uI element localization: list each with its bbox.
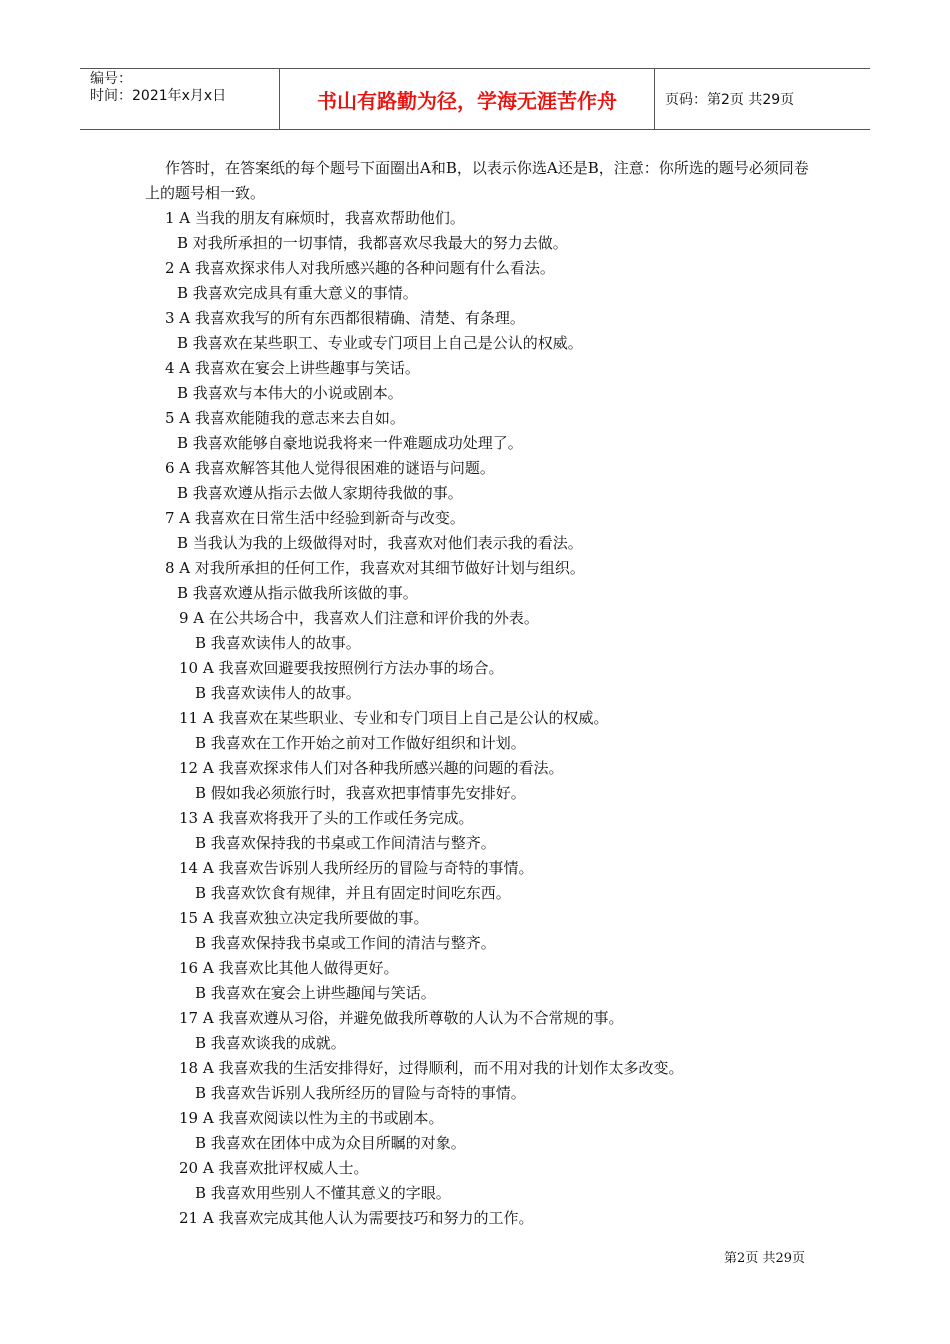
question-option-a: 4 A 我喜欢在宴会上讲些趣事与笑话。 <box>165 359 420 377</box>
question-option-a: 7 A 我喜欢在日常生活中经验到新奇与改变。 <box>165 509 465 527</box>
question-list <box>145 206 815 1231</box>
question-option-b: B 我喜欢在某些职工、专业或专门项目上自己是公认的权威。 <box>177 334 583 352</box>
question-option-a: 12 A 我喜欢探求伟人们对各种我所感兴趣的问题的看法。 <box>179 759 564 777</box>
header-page-info: 页码：第2页 共29页 <box>665 92 795 108</box>
question-option-b: B 我喜欢遵从指示做我所该做的事。 <box>177 584 418 602</box>
question-option-b: B 对我所承担的一切事情，我都喜欢尽我最大的努力去做。 <box>177 234 568 252</box>
question-option-b: B 我喜欢能够自豪地说我将来一件难题成功处理了。 <box>177 434 523 452</box>
question-option-a: 2 A 我喜欢探求伟人对我所感兴趣的各种问题有什么看法。 <box>165 259 555 277</box>
question-option-b: B 我喜欢保持我书桌或工作间的清洁与整齐。 <box>195 934 496 952</box>
question-option-b: B 我喜欢完成具有重大意义的事情。 <box>177 284 418 302</box>
question-option-a: 6 A 我喜欢解答其他人觉得很困难的谜语与问题。 <box>165 459 495 477</box>
question-option-b: B 我喜欢饮食有规律，并且有固定时间吃东西。 <box>195 884 511 902</box>
question-option-b: B 我喜欢读伟人的故事。 <box>195 684 361 702</box>
question-option-b: B 我喜欢在工作开始之前对工作做好组织和计划。 <box>195 734 526 752</box>
question-option-b: B 我喜欢读伟人的故事。 <box>195 634 361 652</box>
page-header <box>80 68 870 130</box>
question-option-a: 19 A 我喜欢阅读以性为主的书或剧本。 <box>179 1109 444 1127</box>
time-label: 时间：2021年x月x日 <box>90 88 227 104</box>
question-option-b: B 我喜欢在宴会上讲些趣闻与笑话。 <box>195 984 436 1002</box>
question-option-a: 21 A 我喜欢完成其他人认为需要技巧和努力的工作。 <box>179 1209 534 1227</box>
question-option-a: 17 A 我喜欢遵从习俗，并避免做我所尊敬的人认为不合常规的事。 <box>179 1009 624 1027</box>
question-option-b: B 当我认为我的上级做得对时，我喜欢对他们表示我的看法。 <box>177 534 583 552</box>
question-option-b: B 我喜欢谈我的成就。 <box>195 1034 346 1052</box>
document-body <box>145 156 815 1231</box>
question-option-b: B 假如我必须旅行时，我喜欢把事情事先安排好。 <box>195 784 526 802</box>
question-option-a: 10 A 我喜欢回避要我按照例行方法办事的场合。 <box>179 659 504 677</box>
question-option-a: 8 A 对我所承担的任何工作，我喜欢对其细节做好计划与组织。 <box>165 559 585 577</box>
question-option-a: 11 A 我喜欢在某些职业、专业和专门项目上自己是公认的权威。 <box>179 709 609 727</box>
header-motto: 书山有路勤为径，学海无涯苦作舟 <box>280 69 655 129</box>
serial-label: 编号： <box>90 71 132 87</box>
question-option-a: 3 A 我喜欢我写的所有东西都很精确、清楚、有条理。 <box>165 309 525 327</box>
header-meta <box>80 69 280 129</box>
question-option-b: B 我喜欢与本伟大的小说或剧本。 <box>177 384 403 402</box>
question-option-b: B 我喜欢告诉别人我所经历的冒险与奇特的事情。 <box>195 1084 526 1102</box>
question-option-a: 16 A 我喜欢比其他人做得更好。 <box>179 959 399 977</box>
question-option-a: 9 A 在公共场合中，我喜欢人们注意和评价我的外表。 <box>179 609 539 627</box>
question-option-b: B 我喜欢在团体中成为众目所瞩的对象。 <box>195 1134 466 1152</box>
question-option-a: 5 A 我喜欢能随我的意志来去自如。 <box>165 409 405 427</box>
question-option-a: 15 A 我喜欢独立决定我所要做的事。 <box>179 909 429 927</box>
question-option-a: 14 A 我喜欢告诉别人我所经历的冒险与奇特的事情。 <box>179 859 534 877</box>
question-option-a: 13 A 我喜欢将我开了头的工作或任务完成。 <box>179 809 474 827</box>
question-option-b: B 我喜欢保持我的书桌或工作间清洁与整齐。 <box>195 834 496 852</box>
intro-paragraph: 作答时，在答案纸的每个题号下面圈出A和B，以表示你选A还是B，注意：你所选的题号必须同卷上的题号相一致。 <box>145 159 809 202</box>
question-option-a: 20 A 我喜欢批评权威人士。 <box>179 1159 369 1177</box>
question-option-a: 1 A 当我的朋友有麻烦时，我喜欢帮助他们。 <box>165 209 465 227</box>
question-option-b: B 我喜欢用些别人不懂其意义的字眼。 <box>195 1184 451 1202</box>
question-option-a: 18 A 我喜欢我的生活安排得好，过得顺利，而不用对我的计划作太多改变。 <box>179 1059 684 1077</box>
page-footer: 第2页 共29页 <box>724 1251 805 1266</box>
question-option-b: B 我喜欢遵从指示去做人家期待我做的事。 <box>177 484 463 502</box>
